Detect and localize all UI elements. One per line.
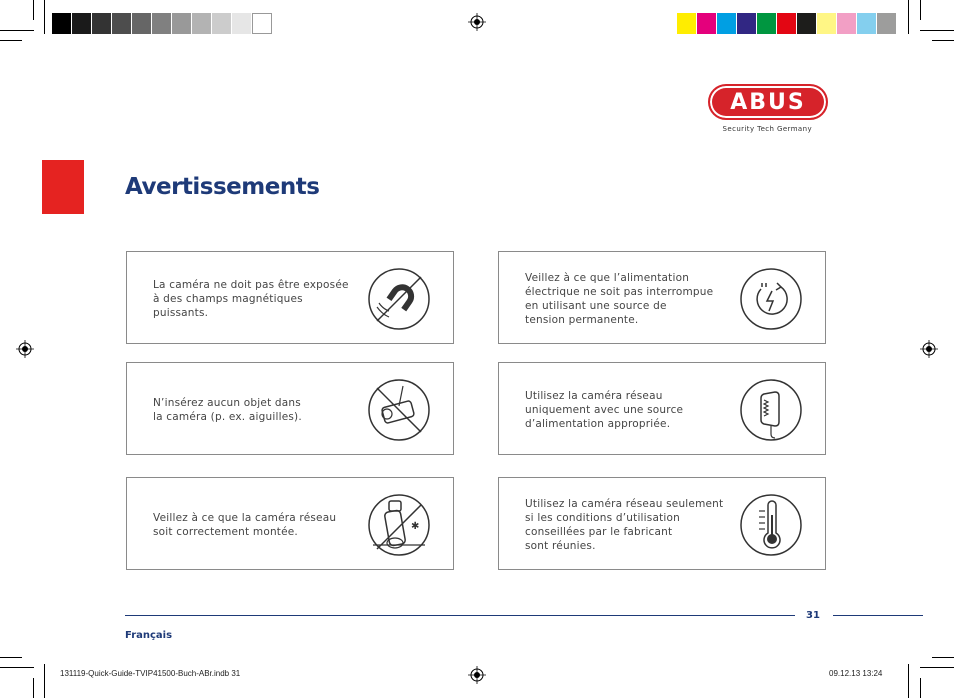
color-swatch (72, 13, 92, 34)
warning-card-foreign-objects (126, 362, 454, 455)
crop-mark (33, 678, 34, 698)
footer-rule (833, 615, 923, 616)
color-swatch (52, 13, 72, 34)
color-swatch (252, 13, 272, 34)
color-swatch (717, 13, 737, 34)
svg-text:✱: ✱ (411, 521, 420, 532)
color-swatch (192, 13, 212, 34)
crop-mark (0, 40, 22, 41)
crop-mark (932, 40, 954, 41)
warning-card-power-adapter (498, 362, 826, 455)
crop-mark (920, 678, 921, 698)
page-number: 31 (806, 610, 820, 621)
color-swatch (92, 13, 112, 34)
color-swatch (112, 13, 132, 34)
crop-mark (920, 0, 921, 20)
warning-card-magnetic (126, 251, 454, 344)
color-swatch (857, 13, 877, 34)
color-swatch (757, 13, 777, 34)
logo-badge (708, 84, 828, 120)
color-swatch (697, 13, 717, 34)
abus-logo (708, 84, 832, 133)
warning-text: Veillez à ce que la caméra réseau soit correctement montée. (153, 512, 337, 538)
color-swatch (677, 13, 697, 34)
color-swatch (132, 13, 152, 34)
crop-mark (908, 0, 909, 34)
warning-text: La caméra ne doit pas être exposée à des champs magnétiques puissants. (153, 279, 349, 319)
color-swatch (817, 13, 837, 34)
registration-mark-icon (468, 666, 486, 684)
warning-card-conditions (498, 477, 826, 570)
warning-text: Utilisez la caméra réseau seulement si les conditions d’utilisation conseillées par le fabricant sont réunies. (525, 498, 724, 552)
process-color-bar (677, 13, 897, 34)
registration-mark-icon (468, 13, 486, 31)
no-magnet-icon (365, 265, 433, 333)
power-supply-icon (737, 265, 805, 333)
language-label: Français (125, 630, 173, 641)
crop-mark (908, 664, 909, 698)
crop-mark (932, 657, 954, 658)
color-swatch (837, 13, 857, 34)
section-accent-block (42, 160, 84, 214)
power-adapter-icon (737, 376, 805, 444)
crop-mark (0, 667, 34, 668)
crop-mark (920, 667, 954, 668)
warning-card-mounting (126, 477, 454, 570)
camera-mounting-icon (365, 491, 433, 559)
grayscale-color-bar (52, 13, 272, 34)
color-swatch (212, 13, 232, 34)
color-swatch (232, 13, 252, 34)
crop-mark (920, 30, 954, 31)
crop-mark (33, 0, 34, 20)
crop-mark (44, 664, 45, 698)
color-swatch (877, 13, 897, 34)
color-swatch (777, 13, 797, 34)
registration-mark-icon (16, 340, 34, 358)
no-insert-objects-icon (365, 376, 433, 444)
print-slug-date: 09.12.13 13:24 (829, 669, 883, 678)
color-swatch (172, 13, 192, 34)
footer-rule (125, 615, 795, 616)
color-swatch (737, 13, 757, 34)
crop-mark (0, 30, 34, 31)
logo-text: ABUS (730, 89, 806, 115)
logo-tagline: Security Tech Germany (722, 125, 812, 133)
warning-text: Utilisez la caméra réseau uniquement avec une source d’alimentation appropriée. (525, 390, 684, 430)
crop-mark (44, 0, 45, 34)
color-swatch (152, 13, 172, 34)
warning-text: N’insérez aucun objet dans la caméra (p. ex. aiguilles). (153, 397, 302, 423)
warning-card-power-supply (498, 251, 826, 344)
registration-mark-icon (920, 340, 938, 358)
print-slug-filename: 131119-Quick-Guide-TVIP41500-Buch-ABr.indb 31 (60, 669, 241, 678)
color-swatch (797, 13, 817, 34)
crop-mark (0, 657, 22, 658)
warning-text: Veillez à ce que l’alimentation électrique ne soit pas interrompue en utilisant une source de tension permanente. (525, 272, 714, 326)
thermometer-icon (737, 491, 805, 559)
page-title: Avertissements (125, 174, 320, 200)
